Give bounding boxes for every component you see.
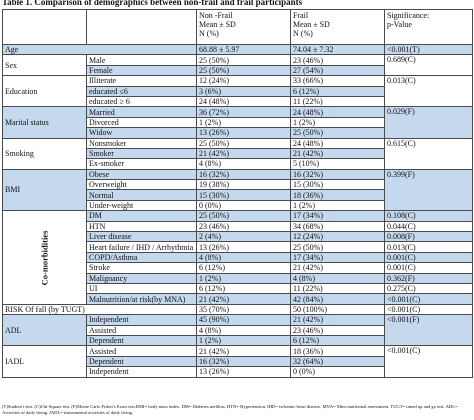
table-title: Table 1. Comparison of demographics between non-frail and frail participants [2, 0, 303, 7]
row-subcategory: Illiterate [87, 76, 197, 86]
nonfrail-value: 23 (46%) [197, 221, 291, 231]
header-frail-line-3: N (%) [293, 29, 313, 38]
row-subcategory: Nonsmoker [87, 138, 197, 148]
nonfrail-value: 19 (38%) [197, 180, 291, 190]
row-group-label: IADL [3, 346, 87, 377]
row-subcategory: Independent [87, 315, 197, 325]
row-subcategory: Ex-smoker [87, 159, 197, 169]
row-subcategory: Assisted [87, 325, 197, 335]
table-row [3, 107, 473, 117]
header-nonfrail [197, 10, 291, 45]
frail-value: 18 (36%) [291, 190, 385, 200]
header-nonfrail-line-3: N (%) [199, 29, 219, 38]
nonfrail-value: 6 (12%) [197, 283, 291, 293]
table-row [3, 138, 473, 148]
row-group-label: ADL [3, 315, 87, 346]
row-subcategory: Independent [87, 367, 197, 377]
frail-value: 24 (48%) [291, 138, 385, 148]
frail-value: 50 (100%) [291, 304, 385, 314]
frail-value: 6 (12%) [291, 86, 385, 96]
row-subcategory: Smoker [87, 148, 197, 158]
significance-value: 0.001(C) [385, 252, 473, 262]
row-subcategory: Obese [87, 169, 197, 179]
header-nonfrail-line-2: Mean ± SD [199, 20, 236, 29]
table-header-row [3, 10, 473, 45]
row-group-label: Smoking [3, 138, 87, 169]
nonfrail-value: 25 (50%) [197, 65, 291, 75]
significance-value: 0.029(F) [385, 107, 473, 138]
header-blank-2 [87, 10, 197, 45]
nonfrail-value: 0 (0%) [197, 200, 291, 210]
nonfrail-value: 4 (8%) [197, 159, 291, 169]
row-group-label: BMI [3, 169, 87, 211]
row-subcategory: Normal [87, 190, 197, 200]
nonfrail-value: 15 (30%) [197, 190, 291, 200]
nonfrail-value: 21 (42%) [197, 346, 291, 356]
row-subcategory: educated ≥ 6 [87, 96, 197, 106]
significance-value: <0.001(F) [385, 315, 473, 346]
row-subcategory: Malnutrition/at risk(by MNA) [87, 294, 197, 304]
nonfrail-value: 16 (32%) [197, 356, 291, 366]
nonfrail-value: 2 (4%) [197, 232, 291, 242]
row-subcategory: Under-weight [87, 200, 197, 210]
row-subcategory: Female [87, 65, 197, 75]
row-subcategory: Heart failure / IHD / Arrhythmia [87, 242, 197, 252]
table-footnote: (T)Student t-test. (C)Chi-Square test. (F)Monte Carlo Fisher's Exact test.BMI= body mass index. DM= Diabetes mellitus, HTN= Hypertension, IHD= ischemic heart disease, MNA= Mini-nutritional assessment. TUGT= timed up and go test. ADL= Activities of daily living. IADL= instrumental activities of daily living. [2, 404, 458, 415]
frail-value: 12 (24%) [291, 232, 385, 242]
row-subcategory: Male [87, 55, 197, 65]
nonfrail-value: 68.88 ± 5.97 [197, 45, 291, 55]
row-group-label: Marital status [3, 107, 87, 138]
significance-value: 0.615(C) [385, 138, 473, 169]
row-subcategory: Overweight [87, 180, 197, 190]
nonfrail-value: 21 (42%) [197, 148, 291, 158]
comorbidities-vertical-label: Co-morbidities [39, 230, 49, 285]
significance-value: <0.001(T) [385, 45, 473, 55]
row-subcategory: DM [87, 211, 197, 221]
frail-value: 74.04 ± 7.32 [291, 45, 385, 55]
frail-value: 23 (46%) [291, 325, 385, 335]
row-subcategory: Dependent [87, 356, 197, 366]
nonfrail-value: 1 (2%) [197, 335, 291, 345]
row-group-label: Sex [3, 55, 87, 76]
frail-value: 4 (8%) [291, 273, 385, 283]
significance-value: 0.399(F) [385, 169, 473, 211]
nonfrail-value: 25 (50%) [197, 138, 291, 148]
nonfrail-value: 45 (90%) [197, 315, 291, 325]
nonfrail-value: 13 (26%) [197, 242, 291, 252]
row-subcategory: UI [87, 283, 197, 293]
header-significance [385, 10, 473, 45]
header-blank-1 [3, 10, 87, 45]
significance-value: 0.008(F) [385, 232, 473, 242]
nonfrail-value: 25 (50%) [197, 55, 291, 65]
frail-value: 15 (30%) [291, 180, 385, 190]
frail-value: 32 (64%) [291, 356, 385, 366]
row-group-label [3, 211, 87, 305]
table-row [3, 169, 473, 179]
frail-value: 5 (10%) [291, 159, 385, 169]
nonfrail-value: 13 (26%) [197, 128, 291, 138]
header-nonfrail-line-1: Non -Frail [199, 11, 233, 20]
significance-value: 0.362(F) [385, 273, 473, 283]
header-frail-line-1: Frail [293, 11, 309, 20]
frail-value: 23 (46%) [291, 55, 385, 65]
nonfrail-value: 1 (2%) [197, 117, 291, 127]
frail-value: 27 (54%) [291, 65, 385, 75]
row-group-label: Education [3, 76, 87, 107]
table-row [3, 211, 473, 221]
nonfrail-value: 24 (48%) [197, 96, 291, 106]
frail-value: 24 (48%) [291, 107, 385, 117]
row-subcategory: COPD/Asthma [87, 252, 197, 262]
significance-value: 0.013(C) [385, 76, 473, 107]
frail-value: 1 (2%) [291, 117, 385, 127]
demographics-table [2, 9, 473, 378]
row-subcategory: Married [87, 107, 197, 117]
frail-value: 11 (22%) [291, 96, 385, 106]
frail-value: 0 (0%) [291, 367, 385, 377]
row-subcategory: Malignancy [87, 273, 197, 283]
nonfrail-value: 16 (32%) [197, 169, 291, 179]
frail-value: 25 (50%) [291, 128, 385, 138]
frail-value: 21 (42%) [291, 315, 385, 325]
nonfrail-value: 4 (8%) [197, 325, 291, 335]
frail-value: 42 (84%) [291, 294, 385, 304]
nonfrail-value: 1 (2%) [197, 273, 291, 283]
frail-value: 17 (34%) [291, 211, 385, 221]
header-frail-line-2: Mean ± SD [293, 20, 330, 29]
nonfrail-value: 13 (26%) [197, 367, 291, 377]
nonfrail-value: 4 (8%) [197, 252, 291, 262]
significance-value: <0.001(C) [385, 294, 473, 304]
table-row [3, 45, 473, 55]
row-subcategory: HTN [87, 221, 197, 231]
row-group-label: Age [3, 45, 197, 55]
table-body [3, 45, 473, 378]
frail-value: 18 (36%) [291, 346, 385, 356]
row-subcategory: Liver disease [87, 232, 197, 242]
frail-value: 17 (34%) [291, 252, 385, 262]
table-row [3, 346, 473, 356]
header-sig-line-1: Significance: [387, 11, 430, 20]
nonfrail-value: 6 (12%) [197, 263, 291, 273]
significance-value: 0.689(C) [385, 55, 473, 76]
significance-value: 0.013(C) [385, 242, 473, 252]
significance-value: 0.275(C) [385, 283, 473, 293]
frail-value: 34 (68%) [291, 221, 385, 231]
significance-value: <0.001(C) [385, 346, 473, 377]
significance-value: <0.001(C) [385, 304, 473, 314]
row-subcategory: Widow [87, 128, 197, 138]
row-subcategory: Assisted [87, 346, 197, 356]
table-row [3, 304, 473, 314]
frail-value: 6 (12%) [291, 335, 385, 345]
header-frail [291, 10, 385, 45]
nonfrail-value: 21 (42%) [197, 294, 291, 304]
frail-value: 16 (32%) [291, 169, 385, 179]
nonfrail-value: 35 (70%) [197, 304, 291, 314]
row-subcategory: Stroke [87, 263, 197, 273]
header-sig-line-2: p-Value [387, 20, 412, 29]
frail-value: 25 (50%) [291, 242, 385, 252]
frail-value: 33 (66%) [291, 76, 385, 86]
table-row [3, 315, 473, 325]
frail-value: 1 (2%) [291, 200, 385, 210]
table-row [3, 76, 473, 86]
row-subcategory: educated ≤6 [87, 86, 197, 96]
frail-value: 21 (42%) [291, 148, 385, 158]
row-subcategory: Dependent [87, 335, 197, 345]
nonfrail-value: 36 (72%) [197, 107, 291, 117]
table-row [3, 55, 473, 65]
nonfrail-value: 3 (6%) [197, 86, 291, 96]
frail-value: 21 (42%) [291, 263, 385, 273]
significance-value: 0.001(C) [385, 263, 473, 273]
row-group-label: RISK Of fall (by TUGT) [3, 304, 197, 314]
nonfrail-value: 12 (24%) [197, 76, 291, 86]
significance-value: 0.108(C) [385, 211, 473, 221]
row-subcategory: Divorced [87, 117, 197, 127]
nonfrail-value: 25 (50%) [197, 211, 291, 221]
significance-value: 0.044(C) [385, 221, 473, 231]
frail-value: 11 (22%) [291, 283, 385, 293]
